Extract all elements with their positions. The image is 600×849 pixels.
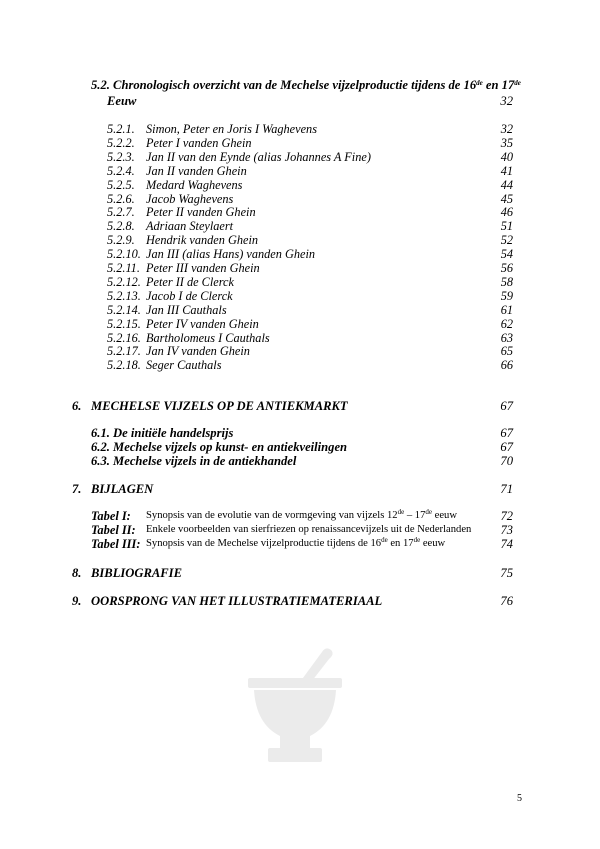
section-title: 6.3. Mechelse vijzels in de antiekhandel bbox=[91, 454, 297, 468]
subsection-number: 5.2.4. bbox=[107, 163, 135, 178]
toc-section-5-2-line2 bbox=[0, 94, 600, 110]
page-ref: 66 bbox=[500, 358, 513, 373]
toc-table-3[interactable] bbox=[0, 537, 600, 553]
subsection-number: 5.2.17. bbox=[107, 344, 141, 359]
page-ref: 73 bbox=[500, 523, 513, 537]
page-ref: 35 bbox=[500, 135, 513, 150]
subsection-number: 5.2.7. bbox=[107, 205, 135, 220]
subsection-number: 5.2.11. bbox=[107, 261, 140, 275]
page-ref: 54 bbox=[500, 247, 513, 262]
page-ref: 70 bbox=[500, 454, 513, 468]
subsection-title: Jan II van den Eynde (alias Johannes A Fine) bbox=[146, 149, 371, 164]
subsection-number: 5.2.15. bbox=[107, 316, 141, 331]
table-description: Synopsis van de evolutie van de vormgeving van vijzels 12de – 17de eeuw bbox=[146, 508, 457, 521]
page-ref: 62 bbox=[500, 316, 513, 331]
chapter-title: BIJLAGEN bbox=[91, 482, 154, 496]
page-ref: 56 bbox=[500, 261, 513, 275]
page-ref: 45 bbox=[500, 191, 513, 206]
toc-chapter-8[interactable] bbox=[0, 566, 600, 582]
subsection-number: 5.2.13. bbox=[107, 288, 141, 303]
subsection-number: 5.2.6. bbox=[107, 191, 135, 206]
section-title-line1: 5.2. Chronologisch overzicht van de Mechelse vijzelproductie tijdens de 16de en 17de bbox=[91, 78, 521, 92]
page-ref: 74 bbox=[500, 537, 513, 551]
toc-section-6-3[interactable] bbox=[0, 454, 600, 470]
table-label: Tabel I: bbox=[91, 509, 131, 523]
subsection-number: 5.2.1. bbox=[107, 122, 135, 136]
chapter-title: OORSPRONG VAN HET ILLUSTRATIEMATERIAAL bbox=[91, 594, 383, 608]
chapter-title: MECHELSE VIJZELS OP DE ANTIEKMARKT bbox=[91, 399, 348, 413]
mortar-and-pestle-icon bbox=[240, 640, 350, 770]
chapter-number: 8. bbox=[72, 566, 82, 580]
page-ref: 59 bbox=[500, 288, 513, 303]
subsection-number: 5.2.2. bbox=[107, 135, 135, 150]
section-title-line2: Eeuw bbox=[107, 94, 137, 108]
page-ref: 72 bbox=[500, 509, 513, 523]
subsection-number: 5.2.10. bbox=[107, 247, 141, 262]
page-ref: 71 bbox=[500, 482, 513, 496]
chapter-title: BIBLIOGRAFIE bbox=[91, 566, 182, 580]
toc-chapter-6[interactable] bbox=[0, 399, 600, 415]
subsection-title: Jan III (alias Hans) vanden Ghein bbox=[146, 247, 316, 262]
toc-subsection-item[interactable] bbox=[0, 358, 600, 374]
page-ref: 40 bbox=[500, 149, 513, 164]
subsection-title: Peter II de Clerck bbox=[146, 274, 234, 289]
chapter-number: 6. bbox=[72, 399, 82, 413]
page-ref: 76 bbox=[500, 594, 513, 608]
subsection-number: 5.2.5. bbox=[107, 177, 135, 192]
subsection-number: 5.2.18. bbox=[107, 358, 141, 373]
subsection-title: Bartholomeus I Cauthals bbox=[146, 330, 270, 345]
subsection-title: Jacob I de Clerck bbox=[146, 288, 233, 303]
subsection-number: 5.2.3. bbox=[107, 149, 135, 164]
subsection-number: 5.2.9. bbox=[107, 233, 135, 248]
subsection-title: Simon, Peter en Joris I Waghevens bbox=[146, 122, 317, 136]
section-title: 6.1. De initiële handelsprijs bbox=[91, 426, 234, 440]
subsection-title: Jan IV vanden Ghein bbox=[146, 344, 250, 359]
page-ref: 67 bbox=[500, 440, 513, 454]
chapter-number: 7. bbox=[72, 482, 82, 496]
subsection-title: Peter II vanden Ghein bbox=[146, 205, 256, 220]
page-ref: 63 bbox=[500, 330, 513, 345]
page-ref: 61 bbox=[500, 302, 513, 317]
page-ref: 67 bbox=[500, 399, 513, 413]
section-title: 6.2. Mechelse vijzels op kunst- en antiekveilingen bbox=[91, 440, 348, 454]
subsection-number: 5.2.16. bbox=[107, 330, 141, 345]
page-ref: 65 bbox=[500, 344, 513, 359]
page-ref: 58 bbox=[500, 274, 513, 289]
subsection-title: Jan II vanden Ghein bbox=[146, 163, 247, 178]
subsection-number: 5.2.8. bbox=[107, 219, 135, 234]
subsection-title: Adriaan Steylaert bbox=[146, 219, 234, 234]
page-ref: 32 bbox=[500, 94, 513, 108]
page-ref: 44 bbox=[500, 177, 513, 192]
subsection-title: Seger Cauthals bbox=[146, 358, 222, 373]
table-description: Synopsis van de Mechelse vijzelproductie tijdens de 16de en 17de eeuw bbox=[146, 536, 446, 549]
page-ref: 32 bbox=[500, 122, 513, 136]
page-ref: 51 bbox=[500, 219, 513, 234]
subsection-title: Jacob Waghevens bbox=[146, 191, 234, 206]
subsection-title: Medard Waghevens bbox=[146, 177, 243, 192]
toc-chapter-7[interactable] bbox=[0, 482, 600, 498]
subsection-title: Hendrik vanden Ghein bbox=[146, 233, 259, 248]
subsection-number: 5.2.14. bbox=[107, 302, 141, 317]
page-ref: 75 bbox=[500, 566, 513, 580]
subsection-number: 5.2.12. bbox=[107, 274, 141, 289]
toc-chapter-9[interactable] bbox=[0, 594, 600, 610]
subsection-title: Peter IV vanden Ghein bbox=[146, 316, 259, 331]
chapter-number: 9. bbox=[72, 594, 82, 608]
page-ref: 52 bbox=[500, 233, 513, 248]
subsection-title: Jan III Cauthals bbox=[146, 302, 227, 317]
table-label: Tabel III: bbox=[91, 537, 141, 551]
page-ref: 41 bbox=[500, 163, 513, 178]
table-label: Tabel II: bbox=[91, 523, 136, 537]
subsection-title: Peter I vanden Ghein bbox=[146, 135, 252, 150]
table-description: Enkele voorbeelden van sierfriezen op renaissancevijzels uit de Nederlanden bbox=[146, 524, 472, 535]
toc-section-5-2[interactable] bbox=[0, 78, 600, 94]
page-number: 5 bbox=[517, 793, 522, 804]
subsection-title: Peter III vanden Ghein bbox=[146, 261, 260, 275]
page-ref: 67 bbox=[500, 426, 513, 440]
page-ref: 46 bbox=[500, 205, 513, 220]
